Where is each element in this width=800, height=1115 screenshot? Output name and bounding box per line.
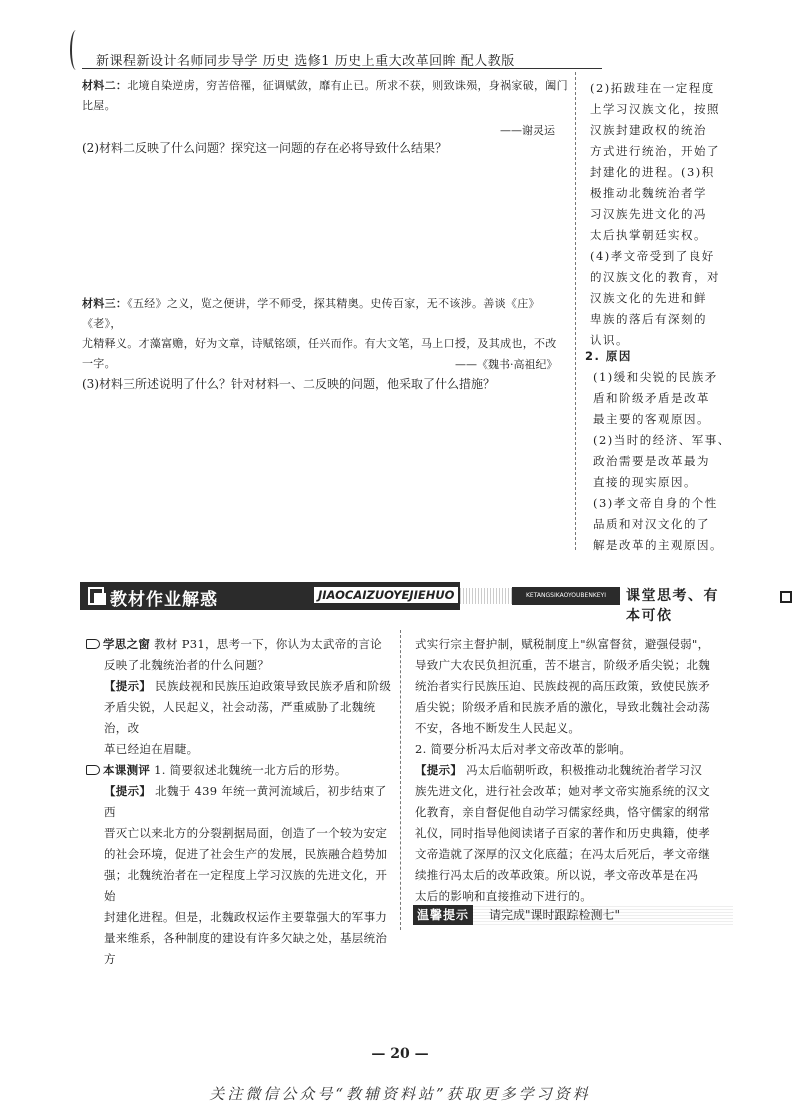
sisi-question: 教材 P31，思考一下，你认为太武帝的言论: [150, 637, 382, 651]
ceping-label: 本课测评: [103, 763, 151, 777]
material-three-source: ——《魏书·高祖纪》: [455, 358, 558, 371]
question-3: (3)材料三所述说明了什么？针对材料一、二反映的问题，他采取了什么措施？: [82, 377, 496, 391]
right-text: 盾尖锐；阶级矛盾和民族矛盾的激化，导致北魏社会动荡: [415, 700, 710, 714]
right-column: [415, 634, 735, 907]
reason-line: (3)孝文帝自身的个性: [593, 496, 718, 510]
sidebar-line: 封建化的进程。(3)积: [590, 165, 715, 179]
sisi-label: 学思之窗: [103, 637, 151, 651]
material-two-text-2: 比屋。: [82, 99, 116, 112]
pointing-hand-icon: [86, 639, 100, 649]
left-column: [86, 634, 396, 970]
reason-line: 最主要的客观原因。: [593, 412, 710, 426]
material-two: [82, 76, 572, 116]
sisi-answer-2: 矛盾尖锐，人民起义，社会动荡，严重威胁了北魏统治，改: [104, 700, 376, 735]
material-two-text: 北境自染逆虏，穷苦倍罹，征调赋敛，靡有止已。所求不获，则致诛殒，身祸家破，阖门: [127, 79, 568, 92]
right-answer: 冯太后临朝听政，积极推动北魏统治者学习汉: [462, 763, 703, 777]
material-three-label: 材料三：: [82, 297, 128, 310]
hint-label: 【提示】: [104, 784, 152, 798]
header-title: 新课程新设计名师同步导学 历史 选修1 历史上重大改革回眸 配人教版: [96, 54, 515, 69]
banner-pinyin: JIAOCAIZUOYEJIEHUO: [314, 587, 458, 603]
sidebar-reasons: [585, 346, 735, 556]
reason-line: 解是改革的主观原因。: [593, 538, 723, 552]
right-text: 不安，各地不断发生人民起义。: [415, 721, 581, 735]
sidebar-line: (2)拓跋珪在一定程度: [590, 81, 715, 95]
page-header: [70, 30, 750, 70]
sidebar-line: 极推动北魏统治者学: [590, 186, 707, 200]
right-question-2: 2. 简要分析冯太后对孝文帝改革的影响。: [415, 742, 632, 756]
right-text: 统治者实行民族压迫、民族歧视的高压政策，致使民族矛: [415, 679, 710, 693]
pointing-hand-icon: [86, 765, 100, 775]
material-three-text-3: 一字。: [82, 357, 116, 370]
right-answer-6: 续推行冯太后的改革政策。所以说，孝文帝改革是在冯: [415, 868, 699, 882]
hint-label: 【提示】: [104, 679, 152, 693]
warm-tip: [413, 905, 733, 925]
ceping-question: 1. 简要叙述北魏统一北方后的形势。: [150, 763, 347, 777]
sidebar-answers: [590, 78, 740, 351]
right-answer-4: 礼仪，同时指导他阅读诸子百家的著作和历史典籍，使孝: [415, 826, 710, 840]
sisi-answer: 民族歧视和民族压迫政策导致民族矛盾和阶级: [151, 679, 392, 693]
ceping-answer-4: 强；北魏统治者在一定程度上学习汉族的先进文化，开始: [104, 868, 388, 903]
right-text: 式实行宗主督护制，赋税制度上"纵富督贫，避强侵弱"，: [415, 637, 710, 651]
sidebar-line: 方式进行统治，开始了: [590, 144, 720, 158]
banner-pinyin-2: KETANGSIKAOYOUBENKEYI: [512, 587, 620, 605]
reason-line: 品质和对汉文化的了: [593, 517, 710, 531]
ceping-answer-3: 的社会环境，促进了社会生产的发展，民族融合趋势加: [104, 847, 388, 861]
material-three-text-2: 尤精释义。才藻富赡，好为文章，诗赋铭颂，任兴而作。有大文笔，马上口授，及其成也，不改: [82, 337, 557, 350]
reason-line: 直接的现实原因。: [593, 475, 697, 489]
banner-square-icon-inner: [94, 593, 106, 605]
right-answer-5: 文帝造就了深厚的汉文化底蕴；在冯太后死后，孝文帝继: [415, 847, 710, 861]
material-three-text: 《五经》之义，览之便讲，学不师受，探其精奥。史传百家，无不该涉。善谈《庄》《老》，: [82, 297, 540, 330]
hint-label: 【提示】: [415, 763, 463, 777]
sidebar-line: 上学习汉族文化，按照: [590, 102, 720, 116]
warm-tip-label: 温馨提示: [413, 905, 473, 925]
ceping-answer-6: 量来维系，各种制度的建设有许多欠缺之处，基层统治方: [104, 931, 388, 966]
right-answer-7: 太后的影响和直接推动下进行的。: [415, 889, 592, 903]
banner-subtitle: 课堂思考、有本可依: [626, 588, 719, 624]
header-rule: [82, 68, 602, 69]
reason-line: (2)当时的经济、军事、: [593, 433, 731, 447]
material-two-label: 材料二：: [82, 79, 128, 92]
sidebar-line: 卑族的落后有深刻的: [590, 312, 707, 326]
section-banner: [80, 582, 730, 624]
footer-note: 关注微信公众号“教辅资料站”获取更多学习资料: [209, 1085, 591, 1103]
sidebar-line: 汉族封建政权的统治: [590, 123, 707, 137]
sisi-answer-3: 革已经迫在眉睫。: [104, 742, 199, 756]
material-two-source: ——谢灵运: [500, 124, 555, 137]
page-number: — 20 —: [371, 1046, 429, 1062]
sidebar-line: 太后执掌朝廷实权。: [590, 228, 707, 242]
banner-title: 教材作业解惑: [110, 590, 218, 610]
reason-line: (1)缓和尖锐的民族矛: [593, 370, 718, 384]
header-bracket: [70, 30, 82, 70]
sidebar-line: 习汉族先进文化的冯: [590, 207, 707, 221]
reason-title: 2. 原因: [585, 349, 632, 363]
banner-end-square-icon: [780, 591, 792, 603]
sidebar-line: (4)孝文帝受到了良好: [590, 249, 715, 263]
column-divider-2: [400, 630, 401, 930]
reason-line: 盾和阶级矛盾是改革: [593, 391, 710, 405]
sidebar-line: 认识。: [590, 333, 629, 347]
sidebar-line: 的汉族文化的教育，对: [590, 270, 720, 284]
column-divider: [575, 72, 576, 550]
right-text: 导致广大农民负担沉重，苦不堪言，阶级矛盾尖锐；北魏: [415, 658, 710, 672]
right-answer-2: 族先进文化，进行社会改革；她对孝文帝实施系统的汉文: [415, 784, 710, 798]
reason-line: 政治需要是改革最为: [593, 454, 710, 468]
right-answer-3: 化教育，亲自督促他自动学习儒家经典，恪守儒家的纲常: [415, 805, 710, 819]
warm-tip-text: 请完成"课时跟踪检测七": [489, 908, 621, 922]
sidebar-line: 汉族文化的先进和鲜: [590, 291, 707, 305]
ceping-answer: 北魏于 439 年统一黄河流域后，初步结束了西: [104, 784, 387, 819]
question-2: (2)材料二反映了什么问题？探究这一问题的存在必将导致什么结果？: [82, 141, 448, 155]
ceping-answer-5: 封建化进程。但是，北魏政权运作主要靠强大的军事力: [104, 910, 388, 924]
sisi-question-2: 反映了北魏统治者的什么问题？: [104, 658, 270, 672]
ceping-answer-2: 晋灭亡以来北方的分裂割据局面，创造了一个较为安定: [104, 826, 388, 840]
